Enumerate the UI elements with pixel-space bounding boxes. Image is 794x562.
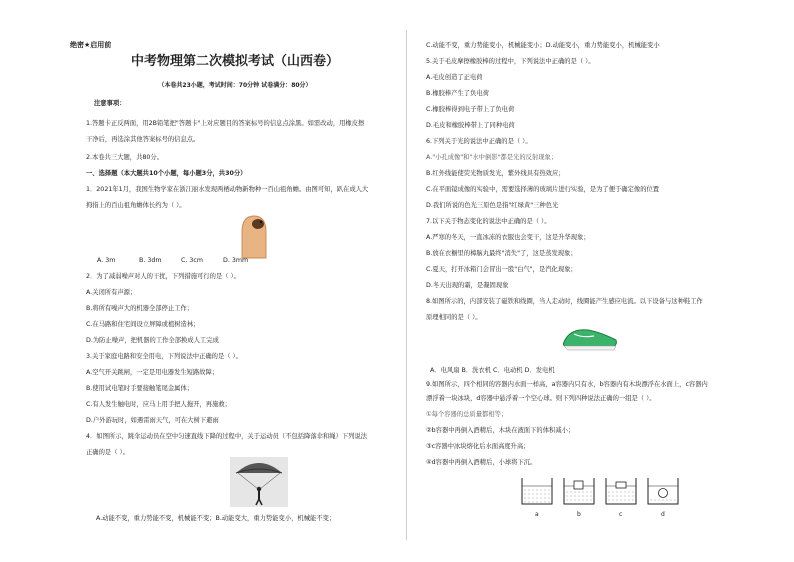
- q2-option-b: B.将所有噪声大的机器全部停止工作；: [86, 305, 194, 312]
- q7-option-c: C.夏天，打开冰箱门会冒出一股"白气"，是汽化现象；: [426, 266, 577, 273]
- parachutist-image: [230, 457, 288, 507]
- q5-option-b: B.橡胶棒产生了负电荷: [426, 90, 489, 97]
- q8-line-1: 8.如图所示的，内部安装了磁铁和线圈，当人走动时，线圈能产生感应电流。以下设备与这种鞋工作: [426, 298, 703, 305]
- q1-option-b: B. 3dm: [139, 257, 162, 264]
- q3-option-b: B.使用试电笔时手要接触笔尾金属体；: [86, 385, 194, 392]
- note-1-line-1: 1.答题卡正反两面，用2B铅笔把"答题卡"上对应题目的答案标号的信息点涂黑。如需改动，用橡皮擦: [86, 120, 365, 127]
- q9-statement-1: ①每个容器的总质量都相等；: [426, 411, 508, 418]
- container-c: [606, 478, 636, 504]
- q2-line-1: 2．为了减弱噪声对人的干扰，下列措施可行的是（ ）。: [86, 273, 240, 280]
- containers-diagram: [520, 474, 690, 524]
- q1-option-d: D. 3mm: [223, 257, 249, 264]
- q8-options: A．电风扇 B．洗衣机 C．电动机 D．发电机: [430, 367, 555, 374]
- notes-title: 注意事项：: [94, 100, 126, 107]
- container-label-b: b: [577, 511, 581, 518]
- q3-option-a: A.空气开关跳闸，一定是用电器发生短路故障；: [86, 369, 219, 376]
- q6-option-b: B.红外线能使荧光物质发光，紫外线具有热效应；: [426, 170, 565, 177]
- q2-option-c: C.在马路和住宅间设立屏障或植树造林；: [86, 321, 200, 328]
- q3-line-1: 3.关于家庭电路和安全用电，下列说法中正确的是（ ）。: [86, 353, 242, 360]
- q5-option-d: D.毛皮和橡胶棒带上了同种电荷: [426, 122, 515, 129]
- secret-label: 绝密★启用前: [70, 41, 112, 49]
- q4-options-ab: A.动能不变，重力势能不变，机械能不变；B.动能变大，重力势能变小，机械能不变；: [96, 515, 336, 522]
- q5-line-1: 5.关于毛皮摩擦橡胶棒的过程中，下列说法中正确的是（ ）。: [426, 58, 595, 65]
- q3-option-c: C.有人发生触电时，应马上用手把人拖开，再施救；: [86, 401, 231, 408]
- q7-option-a: A.严寒的冬天，一直冰冻的衣服也会变干，这是升华现象；: [426, 234, 590, 241]
- q6-option-a: A."小孔成像"和"水中倒影"都是光的反射现象；: [426, 154, 558, 161]
- container-label-d: d: [661, 511, 665, 518]
- q6-option-d: D.我们所说的色光三原色是指"红绿黄"三种色光: [426, 202, 559, 209]
- shoe-image: [560, 322, 620, 352]
- container-label-c: c: [619, 511, 623, 518]
- page-title: 中考物理第二次模拟考试（山西卷）: [130, 54, 339, 69]
- q5-option-a: A.毛皮创造了正电荷: [426, 74, 483, 81]
- q9-line-1: 9.如图所示，四个相同的容器内水面一样高，a容器内只有水，b容器内有木块漂浮在水面上，c容器内: [426, 381, 708, 388]
- note-1-line-2: 干净后，再选涂其他答案标号的信息点。: [86, 136, 200, 143]
- q9-statement-2: ②b容器中再倒入酒精后，木块在液面下的体积减小；: [426, 427, 575, 434]
- q7-line-1: 7.以下关于物态变化的说法中正确的是（ ）。: [426, 218, 551, 225]
- q6-option-c: C.在平面镜成像的实验中，需要选择薄的玻璃片进行实验，是为了便于确定像的位置: [426, 186, 660, 193]
- q4-line-2: 正确的是（ ）。: [86, 449, 129, 456]
- column-divider: [406, 30, 407, 540]
- q9-statement-3: ③c容器中冰块熔化后水面高度升高；: [426, 443, 530, 450]
- q5-option-c: C.橡胶棒得到电子带上了负电荷: [426, 106, 515, 113]
- q9-statement-4: ④d容器中再倒入酒精后，小球将下沉。: [426, 459, 537, 466]
- q2-option-d: D.为防止噪声，把机器的工作全部换成人工完成: [86, 337, 219, 344]
- q1-option-a: A. 3m: [97, 257, 116, 264]
- q1-options: [97, 257, 263, 264]
- container-label-a: a: [535, 511, 539, 518]
- section-1-heading: 一、选择题（本大题共10个小题，每小题3分，共30分）: [86, 170, 247, 177]
- q4-options-cd: C.动能不变，重力势能变小，机械能变小；D.动能变小，重力势能变小，机械能变小: [426, 42, 660, 49]
- q6-line-1: 6.下列关于光的说法中正确的是（ ）。: [426, 138, 532, 145]
- q1-line-1: 1．2021年1月，我国生物学家在浙江丽水发现两栖动物新物种一百山祖角蟾。由图可知，趴在成人大: [86, 186, 369, 193]
- note-2: 2.本卷共三大题，共80分。: [86, 154, 163, 161]
- q1-option-c: C. 3cm: [181, 257, 204, 264]
- q7-option-d: D.冬天出现的霜，是凝固现象: [426, 282, 509, 289]
- q8-line-2: 原理相同的是（ ）。: [426, 314, 482, 321]
- container-d: [648, 478, 678, 504]
- q4-line-1: 4．如图所示，跳伞运动员在空中匀速直线下降的过程中，关于运动员（不包括降落伞和绳）下列说法: [86, 433, 368, 440]
- q1-line-2: 拇指上的百山祖角蟾体长约为（ ）。: [86, 202, 186, 209]
- q3-option-d: D.户外游玩时，如遇雷雨天气，可在大树下避雨: [86, 417, 219, 424]
- page-subtitle: （本卷共23小题，考试时间：70分钟 试卷满分：80分）: [158, 82, 312, 89]
- q2-option-a: A.关闭所有声源；: [86, 289, 137, 296]
- q7-option-b: B.放在衣橱里的樟脑丸最终"消失"了，这是蒸发现象；: [426, 250, 577, 257]
- container-a: [522, 478, 552, 504]
- thumb-frog-image: [234, 210, 274, 260]
- q9-line-2: 漂浮着一块冰块，d容器中悬浮着一个空心球。则下列四种说法正确的一组是（ ）。: [426, 395, 656, 402]
- container-b: [564, 478, 594, 504]
